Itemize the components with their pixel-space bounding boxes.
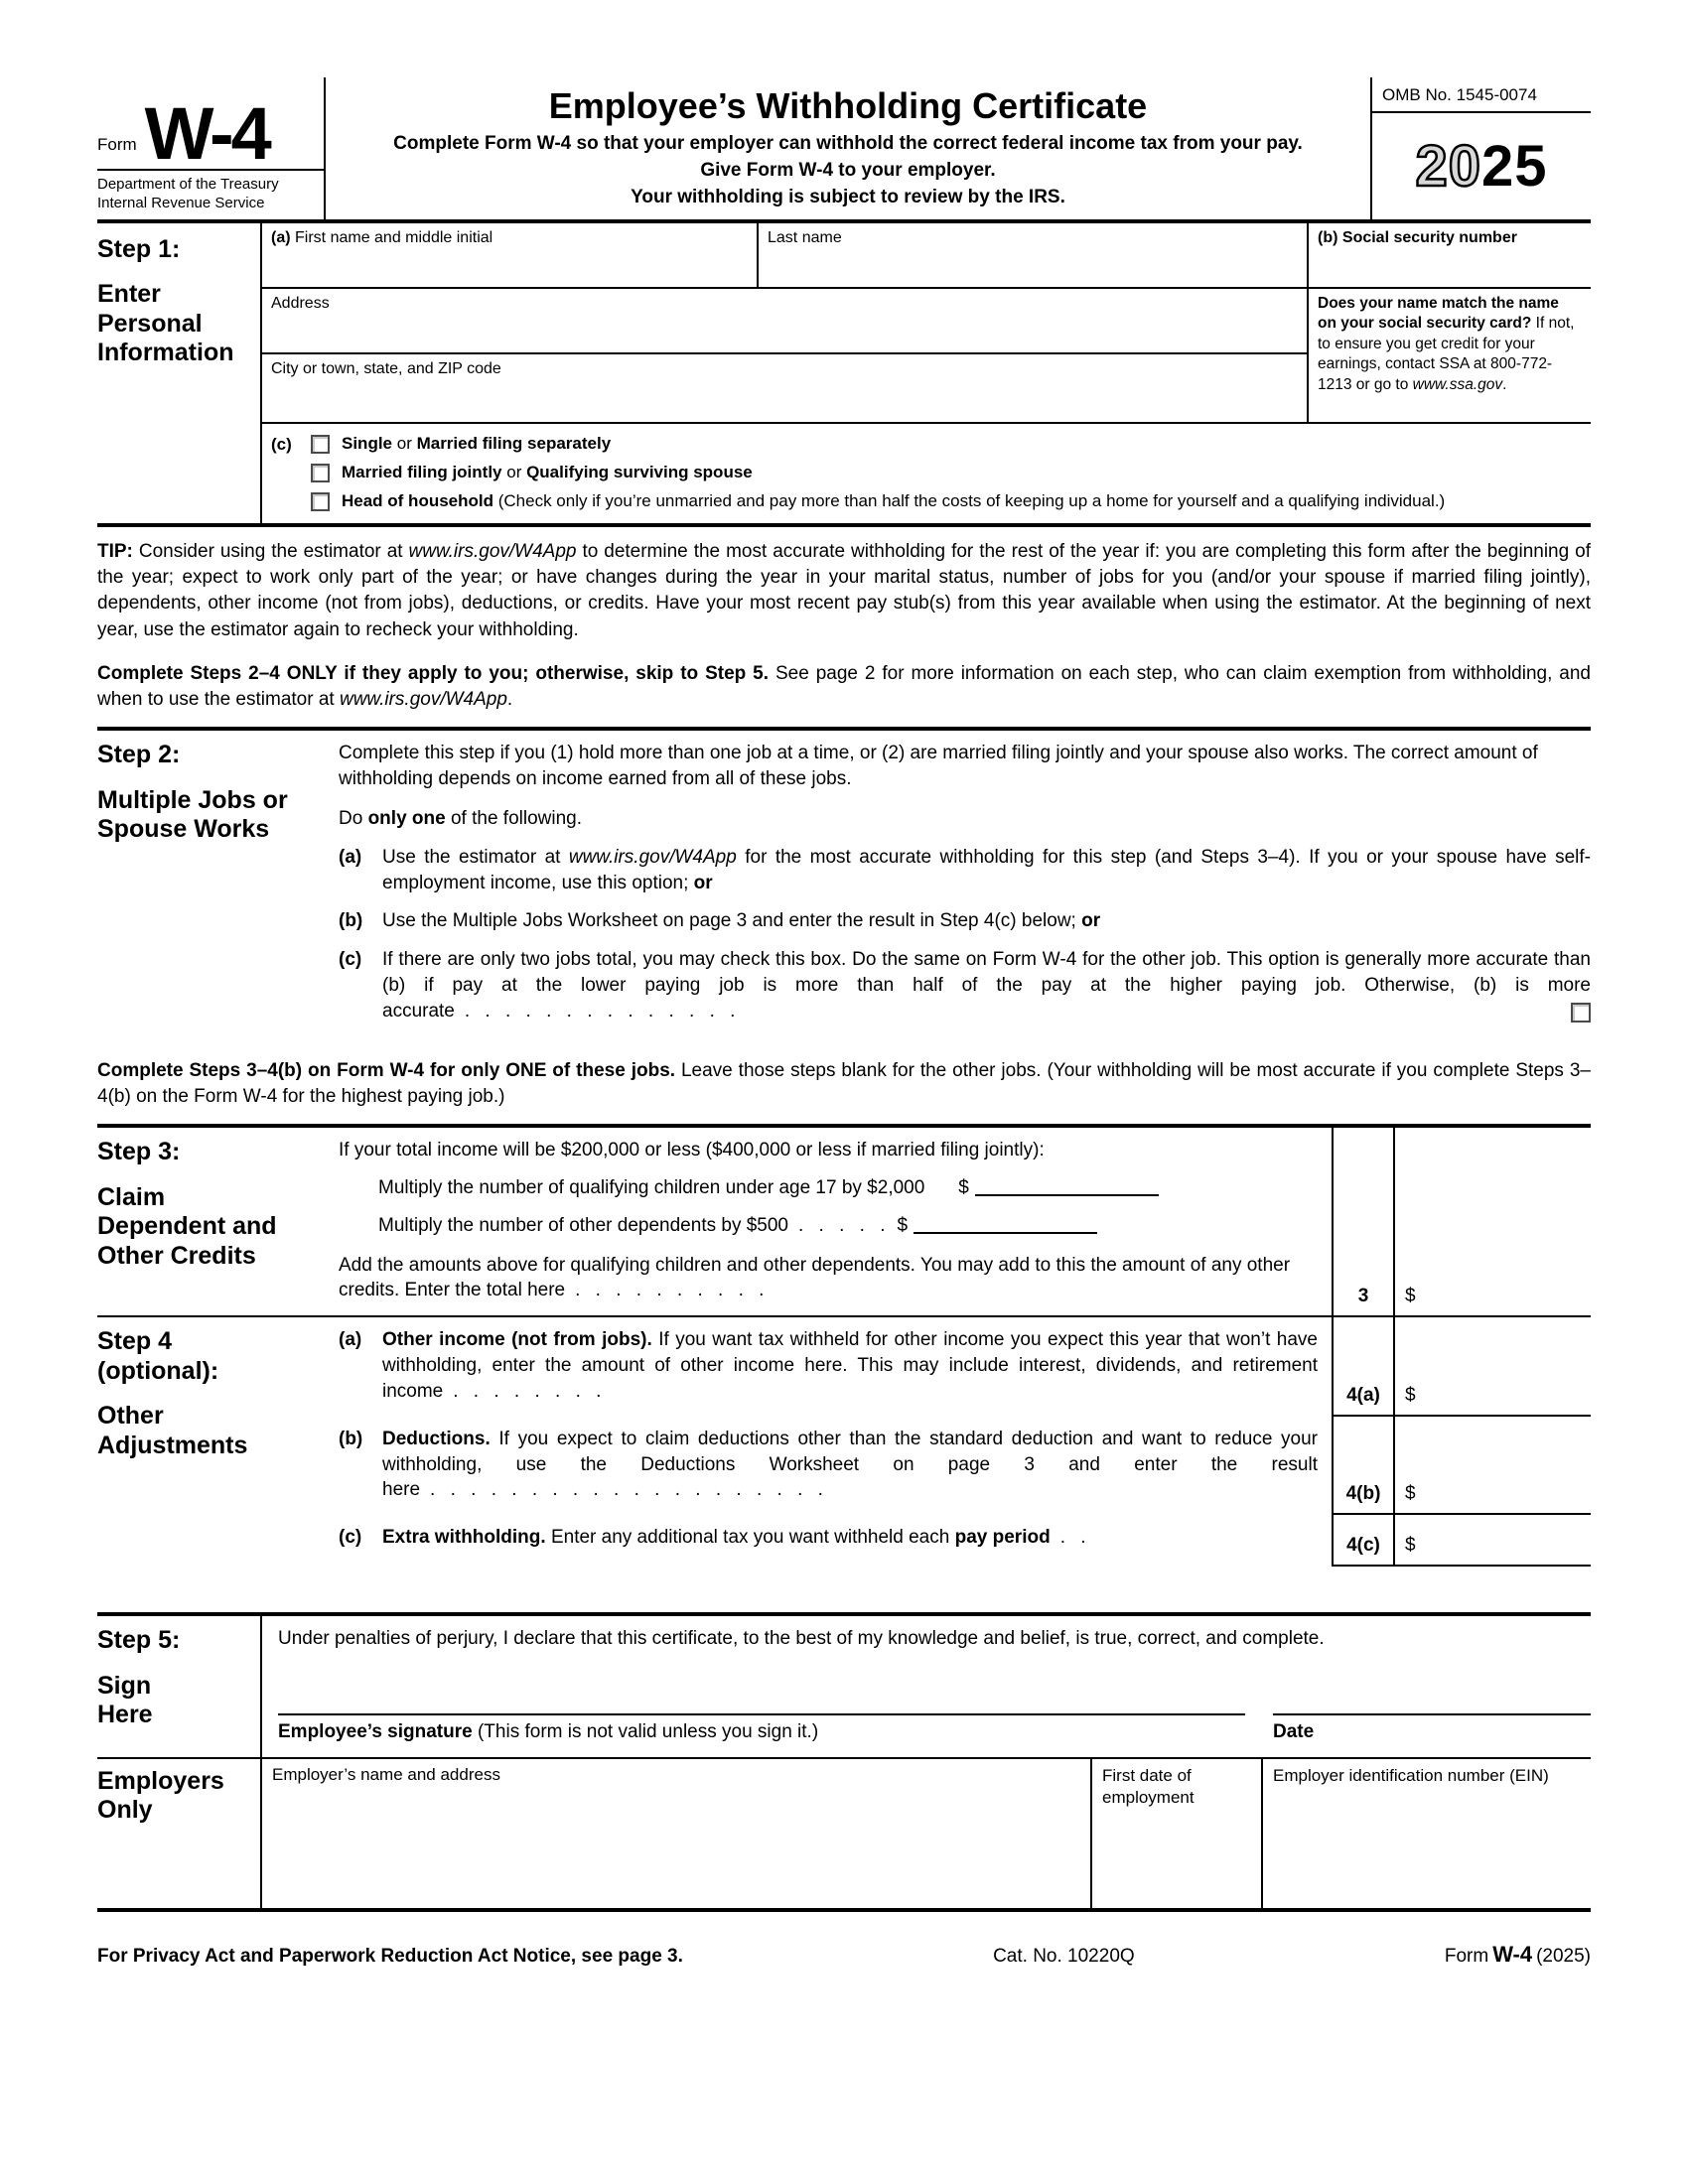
filing-status-row	[262, 424, 1591, 523]
steps-3-4-section	[97, 1124, 1591, 1567]
perjury-statement: Under penalties of perjury, I declare that this certificate, to the best of my knowledge and belief, is true, correct, and complete.	[278, 1628, 1325, 1650]
estimator-url-2: www.irs.gov/W4App	[339, 689, 507, 710]
ssa-name-match-note: Does your name match the name on your social security card? If not, to ensure you get credit for your earnings, contact SSA at 800-772-1213 or go to www.ssa.gov.	[1309, 289, 1591, 424]
step4-title-line1: Step 4	[97, 1327, 173, 1356]
step5-label-column	[97, 1616, 260, 1757]
address-label: Address	[271, 294, 330, 312]
form-subtitle-3: Your withholding is subject to review by the IRS.	[631, 186, 1065, 207]
form-subtitle-2: Give Form W-4 to your employer.	[700, 159, 996, 181]
signature-note: (This form is not valid unless you sign it.)	[472, 1720, 819, 1742]
step3-intro: If your total income will be $200,000 or less ($400,000 or less if married filing jointly):	[339, 1140, 1045, 1161]
ssn-marker: (b)	[1318, 228, 1338, 246]
employer-name-address-label: Employer’s name and address	[272, 1764, 500, 1784]
step2-title: Step 2:	[97, 741, 181, 769]
signature-row	[278, 1713, 1591, 1757]
form-footer	[97, 1942, 1591, 1968]
page-title: Employee’s Withholding Certificate	[548, 85, 1148, 126]
step1-fields-grid	[260, 223, 1591, 523]
step4-subtitle: Other Adjustments	[97, 1402, 248, 1459]
agency-block	[97, 169, 324, 219]
employers-fields	[260, 1759, 1591, 1908]
dot-leader: . . . . . . . . . . . . . .	[464, 1000, 736, 1022]
privacy-act-notice: For Privacy Act and Paperwork Reduction Act Notice, see page 3.	[97, 1945, 683, 1967]
ssn-field[interactable]	[1309, 223, 1591, 289]
step2-item-a-text: Use the estimator at www.irs.gov/W4App for the most accurate withholding for this step (and Steps 3–4). If you or your spouse have self-employment income, use this option; or	[382, 846, 1592, 893]
step4a-line-number: 4(a)	[1332, 1317, 1395, 1416]
year-prefix: 20	[1415, 133, 1481, 199]
filing-option-head-of-household-label: Head of household (Check only if you’re unmarried and pay more than half the costs of keeping up a home for yourself and a qualifying individual.)	[342, 490, 1446, 510]
filing-options	[311, 434, 1445, 511]
first-date-of-employment-label: First date of employment	[1102, 1765, 1195, 1807]
step2-item-c-marker: (c)	[339, 949, 362, 971]
filing-marker: (c)	[271, 434, 292, 454]
footer-form-id: Form W-4 (2025)	[1444, 1941, 1591, 1967]
step1-title: Step 1:	[97, 234, 181, 263]
city-state-zip-label: City or town, state, and ZIP code	[271, 359, 501, 377]
married-jointly-checkbox[interactable]	[311, 464, 330, 482]
filing-option-married-jointly-label: Married filing jointly or Qualifying surviving spouse	[342, 462, 753, 481]
two-jobs-checkbox[interactable]	[1571, 1003, 1591, 1023]
steps-3-4b-instruction: Complete Steps 3–4(b) on Form W-4 for only ONE of these jobs. Leave those steps blank for the other jobs. (Your withholding will be most accurate if you complete Steps 3–4(b) on the Form W-4 for the highest paying job.)	[97, 1059, 1591, 1107]
step3-label-column	[97, 1128, 339, 1317]
omb-year-block	[1372, 77, 1591, 219]
step4c-marker: (c)	[339, 1527, 362, 1549]
step3-line-number: 3	[1332, 1128, 1395, 1317]
steps-2-4-instruction: Complete Steps 2–4 ONLY if they apply to you; otherwise, skip to Step 5. See page 2 for more information on each step, who can claim exemption from withholding, and when to use the estimator at www.irs.gov/W4App.	[97, 662, 1592, 710]
step4-title-line2: (optional):	[97, 1356, 219, 1385]
form-header	[97, 77, 1591, 223]
agency-line-1: Department of the Treasury	[97, 175, 279, 193]
ssn-label: Social security number	[1341, 228, 1517, 246]
step2-item-b-marker: (b)	[339, 910, 363, 932]
ssa-url: www.ssa.gov	[1412, 375, 1503, 393]
tip-label: TIP:	[97, 540, 133, 562]
filing-option-married-jointly	[311, 463, 1445, 482]
single-checkbox[interactable]	[311, 435, 330, 454]
form-word: Form	[97, 134, 137, 154]
step1-subtitle: Enter Personal Information	[97, 280, 234, 367]
dot-leader: . . . . . . . . . . . . . . . . . . . .	[430, 1479, 823, 1501]
form-title-block	[324, 77, 1372, 219]
step5-subtitle-line1: Sign	[97, 1671, 152, 1700]
step4a-marker: (a)	[339, 1329, 362, 1351]
step2-do-line: Do only one of the following.	[339, 807, 583, 829]
year-badge	[1372, 113, 1591, 219]
step2-item-b	[339, 908, 1591, 934]
step4c-text: Extra withholding. Enter any additional tax you want withheld each pay period . .	[382, 1527, 1086, 1549]
filing-option-head-of-household	[311, 491, 1445, 511]
head-of-household-checkbox[interactable]	[311, 492, 330, 511]
employers-only-label: Employers Only	[97, 1766, 224, 1825]
first-date-of-employment-field[interactable]	[1090, 1759, 1261, 1908]
address-field[interactable]	[262, 289, 1309, 354]
ein-field[interactable]	[1261, 1759, 1591, 1908]
step2-item-c-text: If there are only two jobs total, you may check this box. Do the same on Form W-4 for the other job. This option is generally more accurate than (b) if pay at the lower paying job is more than half of the pay at the higher paying job. Otherwise, (b) is more accurate . . . . . . . . . . . . . .	[382, 949, 1591, 1022]
step4a-content	[339, 1317, 1332, 1416]
step3-total-amount-field[interactable]: $	[1395, 1128, 1591, 1317]
estimator-url-3: www.irs.gov/W4App	[568, 846, 737, 868]
ein-label: Employer identification number (EIN)	[1273, 1765, 1549, 1785]
agency-line-2: Internal Revenue Service	[97, 195, 265, 212]
step5-content	[260, 1616, 1591, 1757]
step3-title: Step 3:	[97, 1138, 181, 1166]
dot-leader: . . . . . . . . . .	[575, 1280, 765, 1301]
step3-content	[339, 1128, 1332, 1317]
ssa-note-bold: Does your name match the name on your social security card?	[1318, 294, 1559, 333]
employers-only-section	[97, 1757, 1591, 1912]
city-state-zip-field[interactable]	[262, 354, 1309, 424]
step5-subtitle-line2: Here	[97, 1701, 153, 1729]
step2-section	[97, 727, 1591, 1039]
catalog-number: Cat. No. 10220Q	[993, 1945, 1135, 1967]
filing-option-single-label: Single or Married filing separately	[342, 433, 612, 453]
step3-children-line: Multiply the number of qualifying children under age 17 by $2,000 $	[339, 1175, 1318, 1201]
step2-item-a-marker: (a)	[339, 846, 362, 868]
step4c-amount-field[interactable]: $	[1395, 1515, 1591, 1567]
step4a-amount-field[interactable]: $	[1395, 1317, 1591, 1416]
signature-label: Employee’s signature	[278, 1720, 473, 1742]
step4b-line-number: 4(b)	[1332, 1417, 1395, 1515]
dot-leader: . . . . .	[798, 1214, 886, 1236]
step3-dependents-line: Multiply the number of other dependents by $500 . . . . . $	[339, 1213, 1318, 1239]
estimator-url: www.irs.gov/W4App	[408, 540, 577, 562]
first-name-field[interactable]	[262, 223, 759, 289]
form-number: W-4	[144, 92, 269, 176]
step4c-content	[339, 1515, 1332, 1567]
last-name-label: Last name	[768, 228, 842, 246]
form-subtitle-1: Complete Form W-4 so that your employer can withhold the correct federal income tax from your pay.	[393, 133, 1303, 154]
step1-label-column	[97, 223, 260, 523]
last-name-field[interactable]	[759, 223, 1309, 289]
dot-leader: . . . . . . . .	[453, 1380, 602, 1402]
date-label: Date	[1273, 1720, 1315, 1742]
step4a-text: Other income (not from jobs). If you want tax withheld for other income you expect this year that won’t have withholding, enter the amount of other income here. This may include interest, dividends, and retirement income . . . . . . . .	[382, 1329, 1318, 1402]
first-name-label: First name and middle initial	[295, 228, 493, 246]
first-name-marker: (a)	[271, 228, 291, 246]
date-field[interactable]	[1273, 1713, 1591, 1757]
filing-option-single	[311, 434, 1445, 454]
ssa-note-text: If not, to ensure you get credit for your earnings, contact SSA at 800-772-1213 or go to	[1318, 315, 1575, 393]
step5-title: Step 5:	[97, 1626, 181, 1655]
dot-leader: . .	[1059, 1527, 1086, 1549]
year-suffix: 25	[1481, 133, 1548, 199]
qualifying-children-amount-field[interactable]	[975, 1176, 1159, 1196]
step2-subtitle: Multiple Jobs or Spouse Works	[97, 785, 288, 844]
step5-section	[97, 1612, 1591, 1757]
omb-number: OMB No. 1545-0074	[1372, 77, 1591, 113]
step3-subtitle: Claim Dependent and Other Credits	[97, 1182, 277, 1270]
step2-item-a	[339, 845, 1591, 896]
employer-name-address-field[interactable]	[262, 1759, 1090, 1908]
step4b-marker: (b)	[339, 1428, 363, 1449]
form-number-line	[97, 92, 324, 176]
form-id-block	[97, 77, 324, 219]
step4b-text: Deductions. If you expect to claim deductions other than the standard deduction and want to reduce your withholding, use the Deductions Worksheet on page 3 and enter the result here . . . . . . . . . . . . . . . . . . . .	[382, 1428, 1318, 1501]
step1-section	[97, 223, 1591, 527]
step2-item-c	[339, 947, 1591, 1024]
other-dependents-amount-field[interactable]	[914, 1214, 1097, 1234]
step3-total-line: Add the amounts above for qualifying children and other dependents. You may add to this the amount of any other credits. Enter the total here . . . . . . . . . .	[339, 1254, 1291, 1301]
step4c-line-number: 4(c)	[1332, 1515, 1395, 1567]
step2-item-b-text: Use the Multiple Jobs Worksheet on page 3 and enter the result in Step 4(c) below; or	[382, 910, 1101, 932]
step4-label-column	[97, 1317, 339, 1567]
step2-intro: Complete this step if you (1) hold more than one job at a time, or (2) are married filing jointly and your spouse also works. The correct amount of withholding depends on income earned from all of these jobs.	[339, 743, 1538, 790]
employee-signature-field[interactable]	[278, 1713, 1245, 1757]
step4b-amount-field[interactable]: $	[1395, 1417, 1591, 1515]
tip-paragraph: TIP: Consider using the estimator at www.irs.gov/W4App to determine the most accurate withholding for the rest of the year if: you are completing this form after the beginning of the year; expect to work only part of the year; or have changes during the year in your marital status, number of jobs for you (and/or your spouse if married filing jointly), dependents, other income (not from jobs), deductions, or credits. Have your most recent pay stub(s) from this year available when using the estimator. At the beginning of next year, use the estimator again to recheck your withholding.	[97, 540, 1592, 640]
step2-label-column	[97, 741, 339, 1024]
step4b-content	[339, 1417, 1332, 1515]
step2-content	[339, 741, 1591, 1024]
